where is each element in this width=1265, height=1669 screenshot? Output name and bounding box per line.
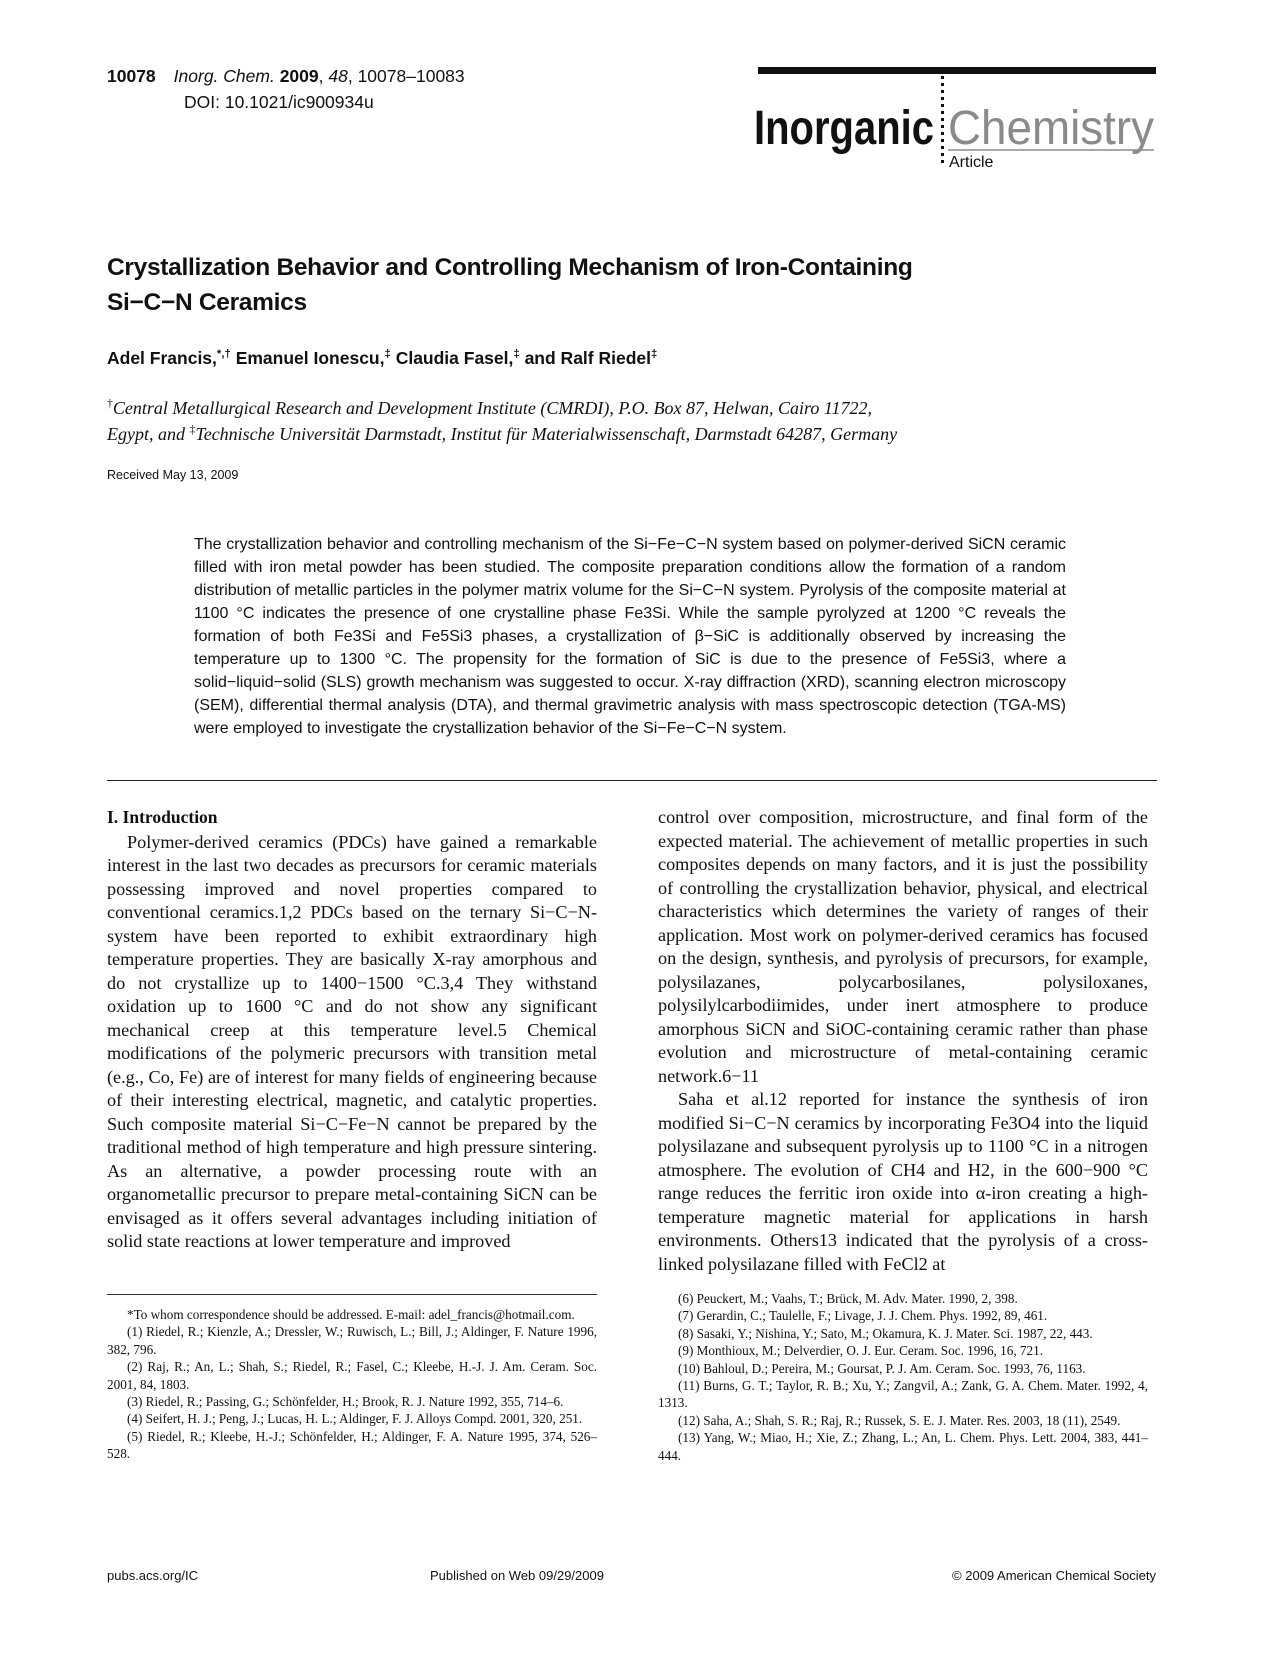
- affiliation-2-prefix: Egypt, and: [107, 424, 190, 444]
- footnotes-left: [107, 1306, 597, 1463]
- author: and Ralf Riedel: [524, 348, 651, 368]
- journal-logo: [752, 66, 1160, 176]
- journal-name: Inorg. Chem.: [173, 66, 275, 86]
- journal-volume: 48: [328, 66, 348, 86]
- doi: DOI: 10.1021/ic900934u: [184, 92, 374, 112]
- body-paragraph-continued: control over composition, microstructure, and final form of the expected material. The achievement of metallic properties in such composites depends on many factors, and it is just the possibility of controlling the crystallization behavior, physical, and electrical characteristics which determines the variety of ranges of their application. Most work on polymer-derived ceramics has focused on the design, synthesis, and pyrolysis of precursors, for example, polysilazanes, polycarbosilanes, polysiloxanes, polysilylcarbodiimides, under inert atmosphere to produce amorphous SiCN and SiOC-containing ceramic rather than phase evolution and microstructure of metal-containing ceramic network.6−11: [658, 807, 1148, 1086]
- footer-url: pubs.acs.org/IC: [107, 1568, 199, 1583]
- reference: (6) Peuckert, M.; Vaahs, T.; Brück, M. Adv. Mater. 1990, 2, 398.: [678, 1291, 1018, 1306]
- footnote-rule: [107, 1294, 597, 1295]
- affiliation-1: Central Metallurgical Research and Development Institute (CMRDI), P.O. Box 87, Helwan, Cairo 11722,: [112, 398, 873, 418]
- author-mark: ‡: [651, 348, 658, 361]
- body-column-left: [107, 806, 597, 1254]
- author: Claudia Fasel,: [395, 348, 514, 368]
- reference: (12) Saha, A.; Shah, S. R.; Raj, R.; Russek, S. E. J. Mater. Res. 2003, 18 (11), 2549.: [678, 1412, 1121, 1428]
- running-header: 10078 Inorg. Chem. 2009, 48, 10078–10083: [107, 66, 465, 86]
- reference: (2) Raj, R.; An, L.; Shah, S.; Riedel, R.; Fasel, C.; Kleebe, H.-J. J. Am. Ceram. Soc. 2001, 84, 1803.: [107, 1359, 597, 1392]
- reference: (4) Seifert, H. J.; Peng, J.; Lucas, H. L.; Aldinger, F. J. Alloys Compd. 2001, 320, 251.: [127, 1411, 583, 1427]
- logo-divider-dots: [941, 76, 944, 163]
- reference: (5) Riedel, R.; Kleebe, H.-J.; Schönfelder, H.; Aldinger, F. A. Nature 1995, 374, 526–528.: [107, 1428, 597, 1462]
- footer-copyright: © 2009 American Chemical Society: [952, 1568, 1156, 1583]
- author-list: [107, 348, 657, 369]
- page-number: 10078: [107, 66, 156, 86]
- reference: (11) Burns, G. T.; Taylor, R. B.; Xu, Y.; Zangvil, A.; Zank, G. A. Chem. Mater. 1992, 4, 1313.: [658, 1378, 1148, 1411]
- body-paragraph: Saha et al.12 reported for instance the synthesis of iron modified Si−C−N ceramics by incorporating Fe3O4 into the liquid polysilazane and subsequent pyrolysis up to 1100 °C in a nitrogen atmosphere. The evolution of CH4 and H2, in the 600−900 °C range reduces the ferritic iron oxide into α-iron creating a high-temperature magnetic material for applications in harsh environments. Others13 indicated that the pyrolysis of a cross-linked polysilazane filled with FeCl2 at: [658, 1089, 1148, 1274]
- author-mark: ‡: [384, 348, 391, 361]
- reference: (13) Yang, W.; Miao, H.; Xie, Z.; Zhang, L.; An, L. Chem. Phys. Lett. 2004, 383, 441–444.: [658, 1430, 1148, 1463]
- reference: (3) Riedel, R.; Passing, G.; Schönfelder, H.; Brook, R. J. Nature 1992, 355, 714–6.: [127, 1394, 564, 1410]
- section-heading: I. Introduction: [107, 807, 218, 827]
- affil-mark: ‡: [189, 423, 196, 436]
- reference: (8) Sasaki, Y.; Nishina, Y.; Sato, M.; Okamura, K. J. Mater. Sci. 1987, 22, 443.: [678, 1325, 1093, 1341]
- affiliations: [107, 395, 1007, 447]
- footnote: *To whom correspondence should be addressed. E-mail: adel_francis@hotmail.com.: [127, 1307, 575, 1322]
- affil-mark: †: [107, 397, 113, 410]
- footer-published: Published on Web 09/29/2009: [430, 1568, 604, 1583]
- author: Adel Francis,: [107, 348, 217, 368]
- author-mark: *,†: [216, 348, 231, 361]
- logo-article: Article: [949, 154, 994, 171]
- logo-inorganic: Inorganic: [754, 102, 934, 155]
- reference: (7) Gerardin, C.; Taulelle, F.; Livage, J. J. Chem. Phys. 1992, 89, 461.: [678, 1308, 1048, 1324]
- received-date: Received May 13, 2009: [107, 468, 239, 482]
- reference: (9) Monthioux, M.; Delverdier, O. J. Eur. Ceram. Soc. 1996, 16, 721.: [678, 1343, 1044, 1359]
- body-paragraph: Polymer-derived ceramics (PDCs) have gained a remarkable interest in the last two decades as precursors for ceramic materials possessing improved and novel properties compared to conventional ceramics.1,2 PDCs based on the ternary Si−C−N-system have been reported to exhibit extraordinary high temperature properties. They are basically X-ray amorphous and do not crystallize up to 1400−1500 °C.3,4 They withstand oxidation up to 1600 °C and do not show any significant mechanical creep at this temperature level.5 Chemical modifications of the polymeric precursors with transition metal (e.g., Co, Fe) are of interest for many fields of engineering because of their interesting electrical, magnetic, and catalytic properties. Such composite material Si−C−Fe−N cannot be prepared by the traditional method of high temperature and high pressure sintering. As an alternative, a powder processing route with an organometallic precursor to prepare metal-containing SiCN can be envisaged as it offers several advantages including initiation of solid state reactions at lower temperature and improved: [107, 831, 597, 1251]
- footnotes-right: [658, 1290, 1148, 1464]
- reference: (1) Riedel, R.; Kienzle, A.; Dressler, W.; Ruwisch, L.; Bill, J.; Aldinger, F. Nature 1996, 382, 796.: [107, 1324, 597, 1357]
- body-column-right: [658, 806, 1148, 1276]
- journal-year: 2009: [279, 66, 319, 86]
- author: Emanuel Ionescu,: [235, 348, 385, 368]
- affiliation-2: Technische Universität Darmstadt, Institut für Materialwissenschaft, Darmstadt 64287, Germany: [195, 424, 898, 444]
- reference: (10) Bahloul, D.; Pereira, M.; Goursat, P. J. Am. Ceram. Soc. 1993, 76, 1163.: [678, 1360, 1086, 1376]
- section-divider: [107, 780, 1157, 781]
- journal-pages: 10078–10083: [357, 66, 465, 86]
- article-title: Crystallization Behavior and Controlling Mechanism of Iron-Containing Si−C−N Ceramics: [107, 254, 913, 316]
- author-mark: ‡: [513, 348, 520, 361]
- abstract: The crystallization behavior and controlling mechanism of the Si−Fe−C−N system based on polymer-derived SiCN ceramic filled with iron metal powder has been studied. The composite preparation conditions allow the formation of a random distribution of metallic particles in the polymer matrix volume for the Si−C−N system. Pyrolysis of the composite material at 1100 °C indicates the presence of one crystalline phase Fe3Si. While the sample pyrolyzed at 1200 °C reveals the formation of both Fe3Si and Fe5Si3 phases, a crystallization of β−SiC is additionally observed by increasing the temperature up to 1300 °C. The propensity for the formation of SiC is due to the presence of Fe5Si3, where a solid−liquid−solid (SLS) growth mechanism was suggested to occur. X-ray diffraction (XRD), scanning electron microscopy (SEM), differential thermal analysis (DTA), and thermal gravimetric analysis with mass spectroscopic detection (TGA-MS) were employed to investigate the crystallization behavior of the Si−Fe−C−N system.: [194, 536, 1066, 737]
- logo-chemistry: Chemistry: [948, 102, 1154, 155]
